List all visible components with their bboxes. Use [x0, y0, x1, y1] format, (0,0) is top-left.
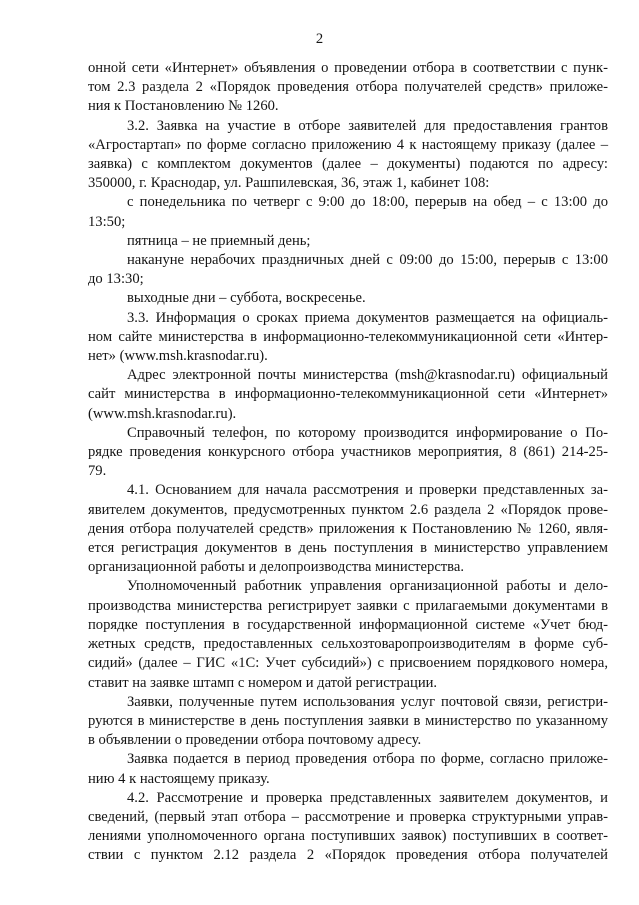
text-line: 4.1. Основанием для начала рассмотрения и проверки представленных за- — [127, 482, 608, 499]
text-line: ном сайте министерства в информационно-телекоммуникационной сети «Интер- — [88, 328, 608, 345]
text-line: сидий» (далее – ГИС «1С: Учет субсидий») с присвоением порядкового номера, — [88, 655, 608, 672]
text-line: 13:50; — [88, 213, 126, 230]
text-line: Заявки, полученные путем использования услуг почтовой связи, регистри- — [127, 693, 608, 710]
text-line: сведений, (первый этап отбора – рассмотрение и проверка структурными управ- — [88, 808, 608, 825]
text-line: «Агростартап» по форме согласно приложению 4 к настоящему приказу (далее – — [88, 136, 608, 153]
text-line: до 13:30; — [88, 271, 144, 288]
text-line: нию 4 к настоящему приказу. — [88, 770, 270, 787]
document-body — [88, 59, 608, 866]
text-line: Справочный телефон, по которому производится информирование о По- — [127, 424, 608, 441]
text-line: (www.msh.krasnodar.ru). — [88, 405, 237, 422]
text-line: производства министерства регистрирует заявки с прилагаемыми документами в — [88, 597, 608, 614]
text-line: выходные дни – суббота, воскресенье. — [127, 290, 366, 307]
text-line: порядке поступления в государственной информационной системе «Учет бюд- — [88, 616, 608, 633]
text-line: жетных средств, предоставленных сельхозтоваропроизводителям в форме суб- — [88, 636, 608, 653]
text-line: организационной работы и делопроизводства министерства. — [88, 559, 465, 576]
text-line: явителем документов, предусмотренных пунктом 2.6 раздела 2 «Порядок прове- — [88, 501, 608, 518]
text-line: руются в министерстве в день поступления заявки в министерство по указанному — [88, 712, 608, 729]
text-line: дения отбора получателей средств» приложения к Постановлению № 1260, явля- — [88, 520, 608, 537]
text-line: ния к Постановлению № 1260. — [88, 98, 279, 115]
text-line: с понедельника по четверг с 9:00 до 18:00, перерыв на обед – с 13:00 до — [127, 194, 608, 211]
text-line: лениями уполномоченного органа поступивших заявок) поступивших в соответ- — [88, 828, 608, 845]
text-line: заявка) с комплектом документов (далее – документы) подаются по адресу: — [88, 156, 608, 173]
text-line: онной сети «Интернет» объявления о проведении отбора в соответствии с пунк- — [88, 60, 608, 76]
text-line: Адрес электронной почты министерства (msh@krasnodar.ru) официальный — [127, 367, 608, 384]
text-line: нет» (www.msh.krasnodar.ru). — [88, 348, 268, 365]
text-line: пятница – не приемный день; — [127, 232, 311, 249]
text-line: в объявлении о проведении отбора почтовому адресу. — [88, 732, 422, 749]
text-line: 3.2. Заявка на участие в отборе заявителей для предоставления грантов — [127, 117, 608, 134]
text-line: сайт министерства в информационно-телекоммуникационной сети «Интернет» — [88, 386, 608, 403]
text-line: ставит на заявке штамп с номером и датой регистрации. — [88, 674, 438, 691]
text-line: Уполномоченный работник управления организационной работы и дело- — [127, 578, 608, 595]
text-line: том 2.3 раздела 2 «Порядок проведения отбора получателей средств» приложе- — [88, 79, 608, 96]
text-line: 3.3. Информация о сроках приема документов размещается на официаль- — [127, 309, 608, 326]
page-number: 2 — [315, 31, 324, 47]
text-line: 350000, г. Краснодар, ул. Рашпилевская, 36, этаж 1, кабинет 108: — [88, 175, 490, 192]
text-line: ствии с пунктом 2.12 раздела 2 «Порядок проведения отбора получателей — [88, 847, 608, 864]
text-line: ется регистрация документов в день поступления в министерство управлением — [88, 540, 608, 557]
text-line: накануне нерабочих праздничных дней с 09:00 до 15:00, перерыв с 13:00 — [127, 252, 608, 269]
text-line: рядке проведения конкурсного отбора участников мероприятия, 8 (861) 214-25- — [88, 444, 608, 461]
text-line: Заявка подается в период проведения отбора по форме, согласно приложе- — [127, 751, 608, 768]
text-line: 79. — [88, 463, 107, 480]
text-line: 4.2. Рассмотрение и проверка представленных заявителем документов, и — [127, 789, 608, 806]
